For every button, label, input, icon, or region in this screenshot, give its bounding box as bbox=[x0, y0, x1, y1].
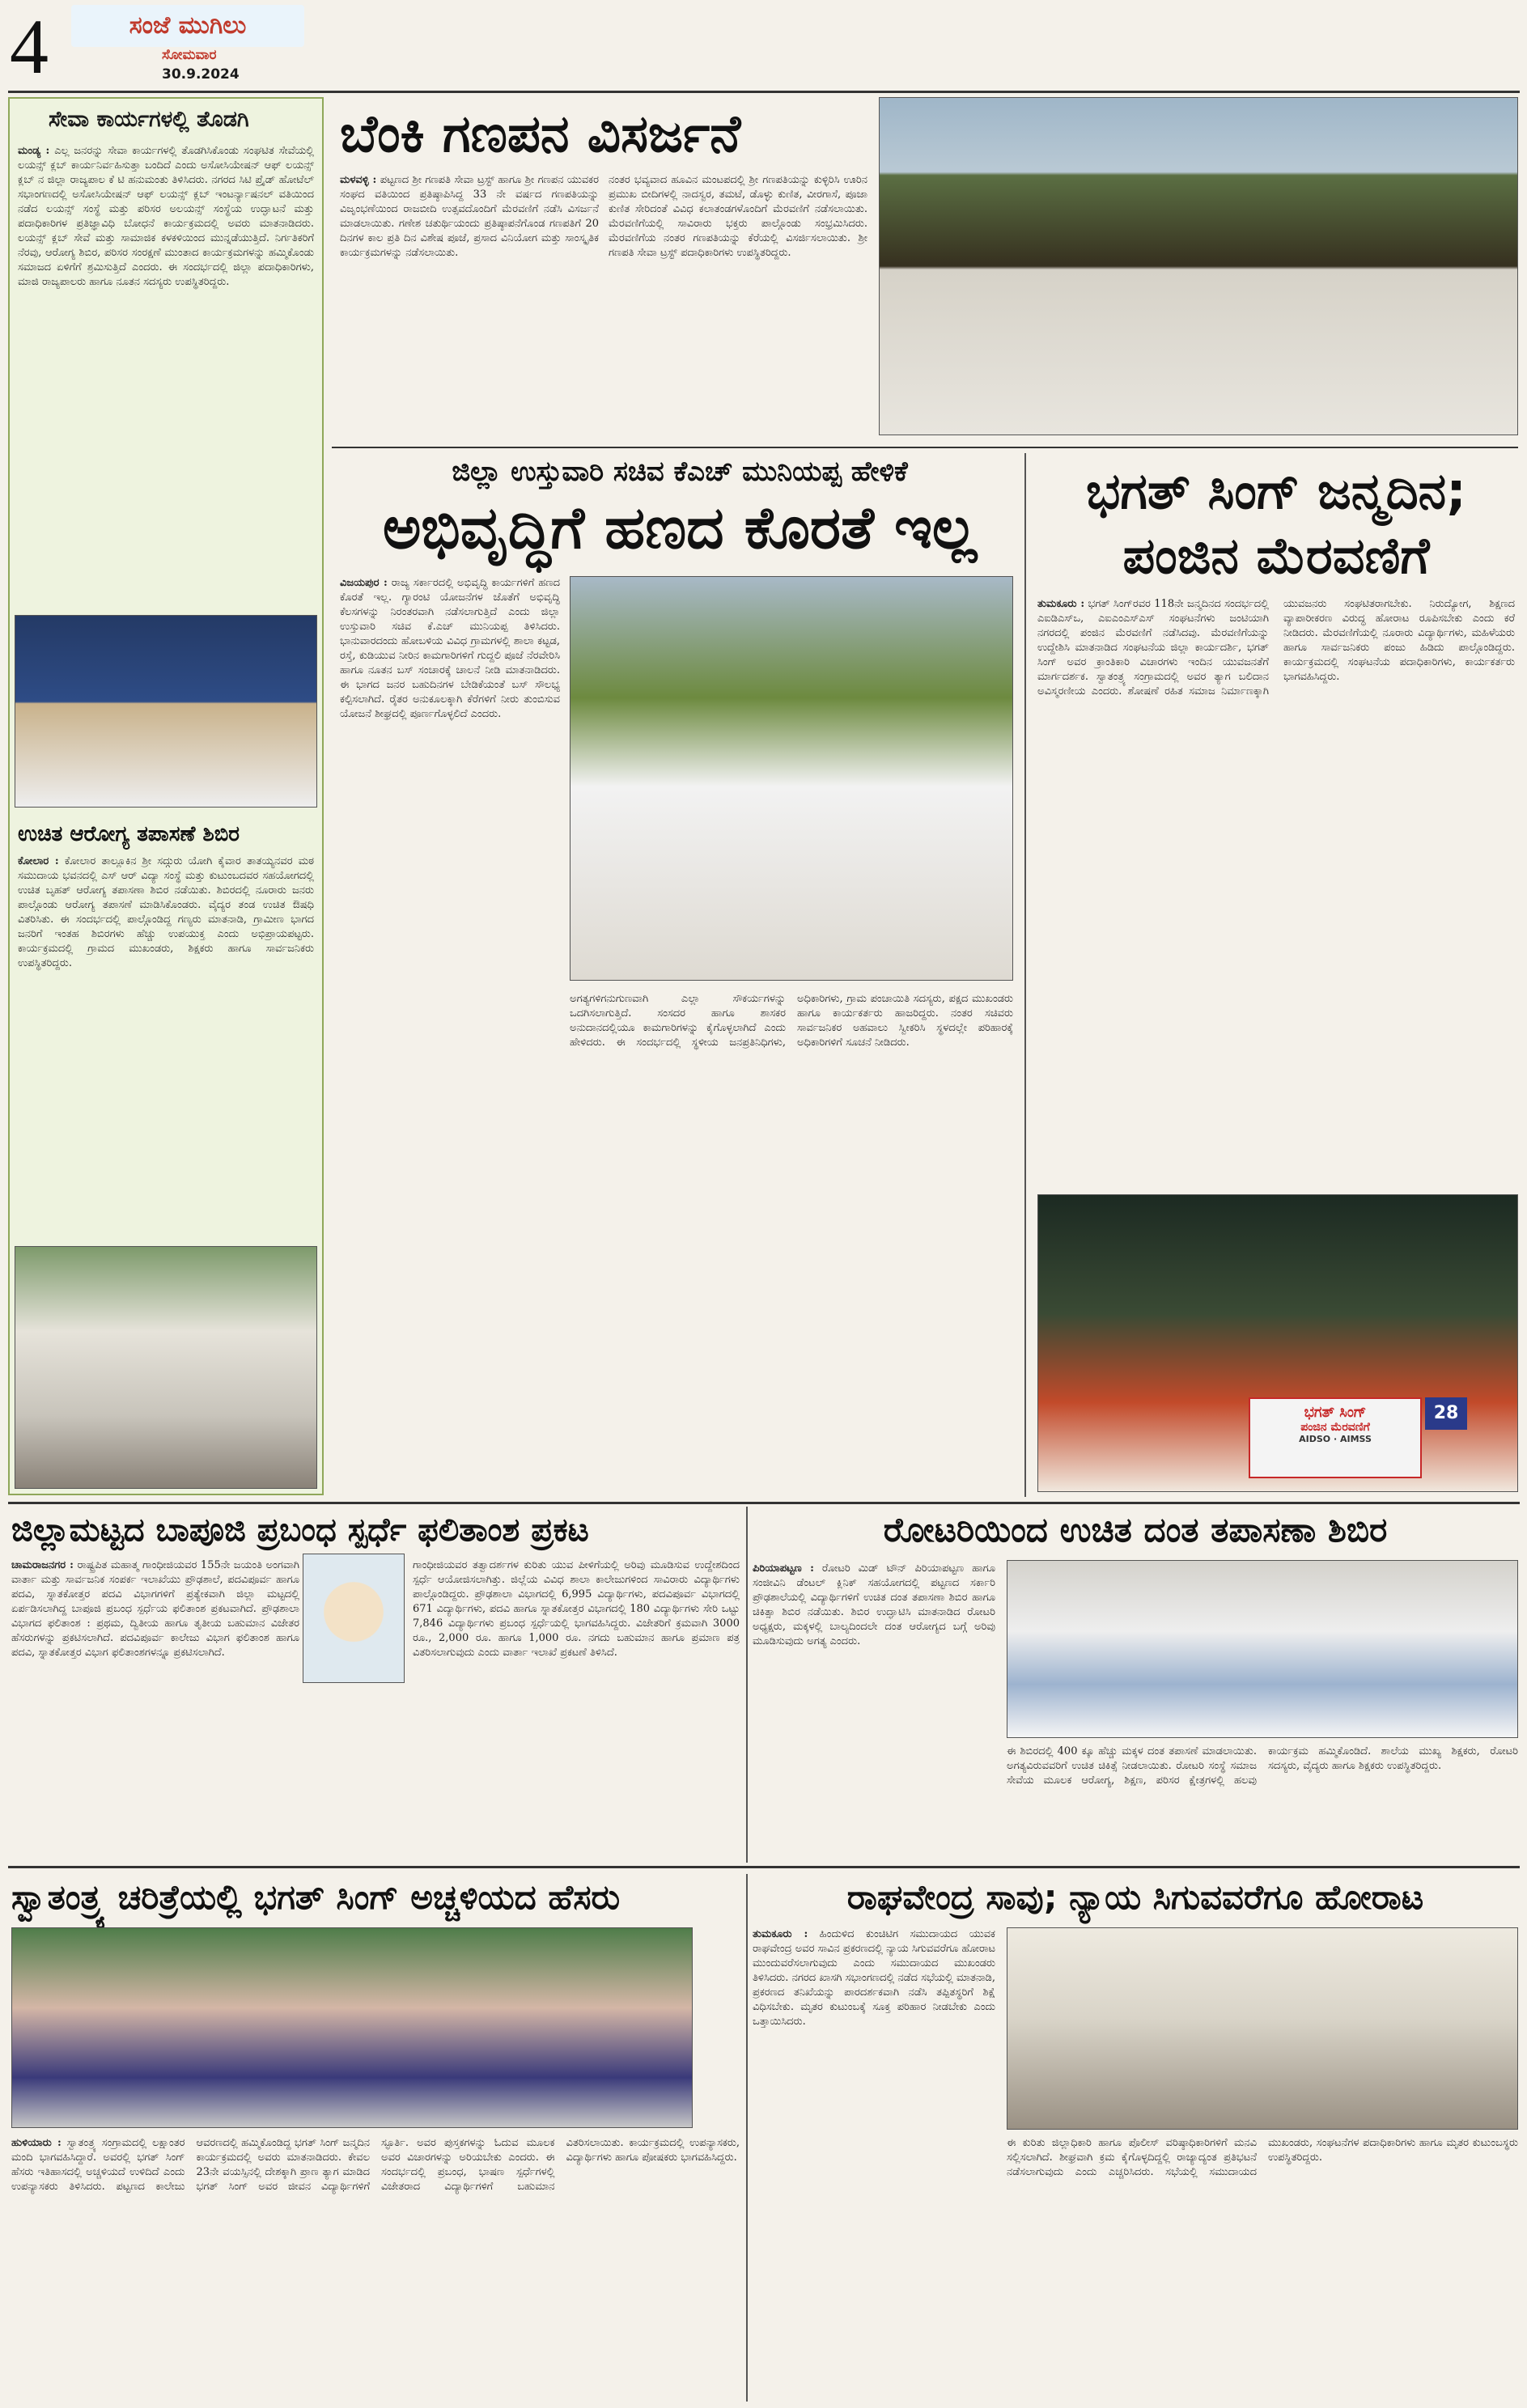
rotary-text-2: ಈ ಶಿಬಿರದಲ್ಲಿ 400 ಕ್ಕೂ ಹೆಚ್ಚು ಮಕ್ಕಳ ದಂತ ತಪಾಸಣೆ ಮಾಡಲಾಯಿತು. ಅಗತ್ಯವಿರುವವರಿಗೆ ಉಚಿತ ಚಿಕಿತ್ಸೆ ನೀಡಲಾಯಿತು. ರೋಟರಿ ಸಂಸ್ಥೆ ಸಮಾಜ ಸೇವೆಯ ಮೂಲಕ ಆರೋಗ್ಯ, ಶಿಕ್ಷಣ, ಪರಿಸರ ಕ್ಷೇತ್ರಗಳಲ್ಲಿ ಹಲವು ಕಾರ್ಯಕ್ರಮ ಹಮ್ಮಿಕೊಂಡಿದೆ. ಶಾಲೆಯ ಮುಖ್ಯ ಶಿಕ್ಷಕರು, ರೋಟರಿ ಸದಸ್ಯರು, ವೈದ್ಯರು ಹಾಗೂ ಶಿಕ್ಷಕರು ಉಪಸ್ಥಿತರಿದ್ದರು. bbox=[1007, 1745, 1518, 1787]
rule-lower-page bbox=[8, 1866, 1520, 1868]
ganesha-headline: ಬೆಂಕಿ ಗಣಪನ ವಿಸರ್ಜನೆ bbox=[340, 104, 741, 164]
meeting-photo bbox=[1007, 1927, 1518, 2130]
rule-mid-page bbox=[8, 1502, 1520, 1504]
raghavendra-text-2: ಈ ಕುರಿತು ಜಿಲ್ಲಾಧಿಕಾರಿ ಹಾಗೂ ಪೊಲೀಸ್ ವರಿಷ್ಠಾಧಿಕಾರಿಗಳಿಗೆ ಮನವಿ ಸಲ್ಲಿಸಲಾಗಿದೆ. ಶೀಘ್ರವಾಗಿ ಕ್ರಮ ಕೈಗೊಳ್ಳದಿದ್ದಲ್ಲಿ ರಾಜ್ಯಾದ್ಯಂತ ಪ್ರತಿಭಟನೆ ನಡೆಸಲಾಗುವುದು ಎಂದು ಎಚ್ಚರಿಸಿದರು. ಸಭೆಯಲ್ಲಿ ಸಮುದಾಯದ ಮುಖಂಡರು, ಸಂಘಟನೆಗಳ ಪದಾಧಿಕಾರಿಗಳು ಹಾಗೂ ಮೃತರ ಕುಟುಂಬಸ್ಥರು ಉಪಸ್ಥಿತರಿದ್ದರು. bbox=[1007, 2137, 1518, 2178]
bhagat-dateline: ತುಮಕೂರು : bbox=[1037, 598, 1085, 610]
minister-body-col2 bbox=[570, 992, 1013, 1490]
column-divider bbox=[1024, 453, 1026, 1497]
rule-after-ganesha bbox=[332, 447, 1518, 448]
torch-rally-photo bbox=[1037, 1194, 1518, 1492]
ganesha-body-col2 bbox=[609, 173, 867, 445]
issue-date: 30.9.2024 bbox=[162, 66, 240, 83]
bapuji-text-1: ರಾಷ್ಟ್ರಪಿತ ಮಹಾತ್ಮ ಗಾಂಧೀಜಿಯವರ 155ನೇ ಜಯಂತಿ ಅಂಗವಾಗಿ ವಾರ್ತಾ ಮತ್ತು ಸಾರ್ವಜನಿಕ ಸಂಪರ್ಕ ಇಲಾಖೆಯು ಪ್ರೌಢಶಾಲೆ, ಪದವಿಪೂರ್ವ ಹಾಗೂ ಪದವಿ, ಸ್ನಾತಕೋತ್ತರ ಪದವಿ ವಿಭಾಗಗಳಿಗೆ ಪ್ರತ್ಯೇಕವಾಗಿ ಜಿಲ್ಲಾ ಮಟ್ಟದಲ್ಲಿ ಏರ್ಪಡಿಸಲಾಗಿದ್ದ ಬಾಪೂಜಿ ಪ್ರಬಂಧ ಸ್ಪರ್ಧೆಯ ಫಲಿತಾಂಶ ಪ್ರಕಟವಾಗಿದೆ. ಪ್ರೌಢಶಾಲಾ ವಿಭಾಗದ ಫಲಿತಾಂಶ : ಪ್ರಥಮ, ದ್ವಿತೀಯ ಹಾಗೂ ತೃತೀಯ ಬಹುಮಾನ ವಿಜೇತರ ಹೆಸರುಗಳನ್ನು ಪ್ರಕಟಿಸಲಾಗಿದೆ. ಪದವಿಪೂರ್ವ ಕಾಲೇಜು ವಿಭಾಗ ಫಲಿತಾಂಶ ಹಾಗೂ ಪದವಿ, ಸ್ನಾತಕೋತ್ತರ ವಿಭಾಗ ಫಲಿತಾಂಶಗಳನ್ನೂ ಪ್ರಕಟಿಸಲಾಗಿದೆ. bbox=[11, 1559, 299, 1659]
ganesha-dateline: ಮಳವಳ್ಳಿ : bbox=[340, 174, 377, 186]
page-number: 4 bbox=[10, 3, 49, 90]
rotary-text-1: ರೋಟರಿ ಮಿಡ್ ಟೌನ್ ಪಿರಿಯಾಪಟ್ಟಣ ಹಾಗೂ ಸಂಜೀವಿನಿ ಡೆಂಟಲ್ ಕ್ಲಿನಿಕ್ ಸಹಯೋಗದಲ್ಲಿ ಪಟ್ಟಣದ ಸರ್ಕಾರಿ ಪ್ರೌಢಶಾಲೆಯಲ್ಲಿ ವಿದ್ಯಾರ್ಥಿಗಳಿಗೆ ಉಚಿತ ದಂತ ತಪಾಸಣಾ ಶಿಬಿರ ಹಾಗೂ ಚಿಕಿತ್ಸಾ ಶಿಬಿರ ನಡೆಯಿತು. ಶಿಬಿರ ಉದ್ಘಾಟಿಸಿ ಮಾತನಾಡಿದ ರೋಟರಿ ಅಧ್ಯಕ್ಷರು, ಮಕ್ಕಳಲ್ಲಿ ಬಾಲ್ಯದಿಂದಲೇ ದಂತ ಆರೋಗ್ಯದ ಬಗ್ಗೆ ಅರಿವು ಮೂಡಿಸುವುದು ಅಗತ್ಯ ಎಂದರು. bbox=[753, 1562, 995, 1647]
minister-headline: ಅಭಿವೃದ್ಧಿಗೆ ಹಣದ ಕೊರತೆ ಇಲ್ಲ bbox=[382, 494, 978, 562]
header-rule bbox=[8, 91, 1520, 93]
gandhi-portrait bbox=[303, 1554, 405, 1683]
minister-body-col1 bbox=[340, 576, 560, 1490]
bapuji-body-col2 bbox=[413, 1558, 740, 1859]
raghavendra-body-col2 bbox=[1007, 2136, 1518, 2400]
rotary-headline: ರೋಟರಿಯಿಂದ ಉಚಿತ ದಂತ ತಪಾಸಣಾ ಶಿಬಿರ bbox=[883, 1510, 1388, 1550]
bapuji-text-2: ಗಾಂಧೀಜಿಯವರ ತತ್ವಾದರ್ಶಗಳ ಕುರಿತು ಯುವ ಪೀಳಿಗೆಯಲ್ಲಿ ಅರಿವು ಮೂಡಿಸುವ ಉದ್ದೇಶದಿಂದ ಸ್ಪರ್ಧೆ ಆಯೋಜಿಸಲಾಗಿತ್ತು. ಜಿಲ್ಲೆಯ ವಿವಿಧ ಶಾಲಾ ಕಾಲೇಜುಗಳಿಂದ ಸಾವಿರಾರು ವಿದ್ಯಾರ್ಥಿಗಳು ಪಾಲ್ಗೊಂಡಿದ್ದರು. ಪ್ರೌಢಶಾಲಾ ವಿಭಾಗದಲ್ಲಿ 6,995 ವಿದ್ಯಾರ್ಥಿಗಳು, ಪದವಿಪೂರ್ವ ವಿಭಾಗದಲ್ಲಿ 671 ವಿದ್ಯಾರ್ಥಿಗಳು, ಪದವಿ ಹಾಗೂ ಸ್ನಾತಕೋತ್ತರ ವಿಭಾಗದಲ್ಲಿ 180 ವಿದ್ಯಾರ್ಥಿಗಳು ಸೇರಿ ಒಟ್ಟು 7,846 ವಿದ್ಯಾರ್ಥಿಗಳು ಪ್ರಬಂಧ ಸ್ಪರ್ಧೆಯಲ್ಲಿ ಭಾಗವಹಿಸಿದ್ದರು. ವಿಜೇತರಿಗೆ ಕ್ರಮವಾಗಿ 3000 ರೂ., 2,000 ರೂ. ಹಾಗೂ 1,000 ರೂ. ನಗದು ಬಹುಮಾನ ಹಾಗೂ ಪ್ರಮಾಣ ಪತ್ರ ವಿತರಿಸಲಾಗುವುದು ಎಂದು ವಾರ್ತಾ ಇಲಾಖೆ ಪ್ರಕಟಣೆ ತಿಳಿಸಿದೆ. bbox=[413, 1559, 740, 1659]
freedom-headline: ಸ್ವಾತಂತ್ರ್ಯ ಚರಿತ್ರೆಯಲ್ಲಿ ಭಗತ್ ಸಿಂಗ್ ಅಚ್ಚಳಿಯದ ಹೆಸರು bbox=[11, 1877, 621, 1917]
bhagat-headline-line2: ಪಂಜಿನ ಮೆರವಣಿಗೆ bbox=[1122, 526, 1430, 585]
bapuji-headline: ಜಿಲ್ಲಾಮಟ್ಟದ ಬಾಪೂಜಿ ಪ್ರಬಂಧ ಸ್ಪರ್ಧೆ ಫಲಿತಾಂಶ ಪ್ರಕಟ bbox=[11, 1511, 589, 1549]
banner-org: AIDSO · AIMSS bbox=[1299, 1434, 1372, 1444]
sidebar-mid-body bbox=[18, 854, 314, 1232]
issue-day: ಸೋಮವಾರ bbox=[162, 47, 217, 63]
lions-club-photo bbox=[15, 615, 317, 808]
raghavendra-dateline: ತುಮಕೂರು : bbox=[753, 1928, 808, 1940]
sidebar-top-headline: ಸೇವಾ ಕಾರ್ಯಗಳಲ್ಲಿ ತೊಡಗಿ bbox=[49, 107, 249, 132]
bus-inauguration-photo bbox=[570, 576, 1013, 981]
dental-camp-photo bbox=[1007, 1560, 1518, 1738]
column-divider-bottom bbox=[746, 1874, 748, 2402]
rotary-dateline: ಪಿರಿಯಾಪಟ್ಟಣ : bbox=[753, 1562, 814, 1575]
health-camp-photo bbox=[15, 1246, 317, 1489]
freedom-text: ಸ್ವಾತಂತ್ರ್ಯ ಸಂಗ್ರಾಮದಲ್ಲಿ ಲಕ್ಷಾಂತರ ಮಂದಿ ಭಾಗವಹಿಸಿದ್ದಾರೆ. ಅವರಲ್ಲಿ ಭಗತ್ ಸಿಂಗ್ ಹೆಸರು ಇತಿಹಾಸದಲ್ಲಿ ಅಚ್ಚಳಿಯದೆ ಉಳಿದಿದೆ ಎಂದು ಉಪನ್ಯಾಸಕರು ತಿಳಿಸಿದರು. ಪಟ್ಟಣದ ಕಾಲೇಜು ಆವರಣದಲ್ಲಿ ಹಮ್ಮಿಕೊಂಡಿದ್ದ ಭಗತ್ ಸಿಂಗ್ ಜನ್ಮದಿನ ಕಾರ್ಯಕ್ರಮದಲ್ಲಿ ಅವರು ಮಾತನಾಡಿದರು. ಕೇವಲ 23ನೇ ವಯಸ್ಸಿನಲ್ಲಿ ದೇಶಕ್ಕಾಗಿ ಪ್ರಾಣ ತ್ಯಾಗ ಮಾಡಿದ ಭಗತ್ ಸಿಂಗ್ ಅವರ ಜೀವನ ವಿದ್ಯಾರ್ಥಿಗಳಿಗೆ ಸ್ಫೂರ್ತಿ. ಅವರ ಪುಸ್ತಕಗಳನ್ನು ಓದುವ ಮೂಲಕ ಅವರ ವಿಚಾರಗಳನ್ನು ಅರಿಯಬೇಕು ಎಂದರು. ಈ ಸಂದರ್ಭದಲ್ಲಿ ಪ್ರಬಂಧ, ಭಾಷಣ ಸ್ಪರ್ಧೆಗಳಲ್ಲಿ ವಿಜೇತರಾದ ವಿದ್ಯಾರ್ಥಿಗಳಿಗೆ ಬಹುಮಾನ ವಿತರಿಸಲಾಯಿತು. ಕಾರ್ಯಕ್ರಮದಲ್ಲಿ ಉಪನ್ಯಾಸಕರು, ವಿದ್ಯಾರ್ಥಿಗಳು ಹಾಗೂ ಪೋಷಕರು ಭಾಗವಹಿಸಿದ್ದರು. bbox=[11, 2137, 740, 2193]
bhagat-body bbox=[1037, 597, 1515, 1188]
ganesha-text-1: ಪಟ್ಟಣದ ಶ್ರೀ ಗಣಪತಿ ಸೇವಾ ಟ್ರಸ್ಟ್ ಹಾಗೂ ಶ್ರೀ ಗಣಪನ ಯುವಕರ ಸಂಘದ ವತಿಯಿಂದ ಪ್ರತಿಷ್ಠಾಪಿಸಿದ್ದ 33 ನೇ ವರ್ಷದ ಗಣಪತಿಯನ್ನು ವಿಜೃಂಭಣೆಯಿಂದ ರಾಜಬೀದಿ ಉತ್ಸವದೊಂದಿಗೆ ಮೆರವಣಿಗೆ ನಡೆಸಿ ವಿಸರ್ಜನೆ ಮಾಡಲಾಯಿತು. ಗಣೇಶ ಚತುರ್ಥಿಯಂದು ಪ್ರತಿಷ್ಠಾಪನೆಗೊಂಡ ಗಣಪತಿಗೆ 20 ದಿನಗಳ ಕಾಲ ಪ್ರತಿ ದಿನ ವಿಶೇಷ ಪೂಜೆ, ಪ್ರಸಾದ ವಿನಿಯೋಗ ಮತ್ತು ಸಾಂಸ್ಕೃತಿಕ ಕಾರ್ಯಕ್ರಮಗಳನ್ನು ನಡೆಸಲಾಯಿತು. bbox=[340, 174, 599, 259]
students-award-photo bbox=[11, 1927, 693, 2128]
minister-kicker: ಜಿಲ್ಲಾ ಉಸ್ತುವಾರಿ ಸಚಿವ ಕೆಎಚ್ ಮುನಿಯಪ್ಪ ಹೇಳಿಕೆ bbox=[452, 456, 908, 488]
raghavendra-headline: ರಾಘವೇಂದ್ರ ಸಾವು; ನ್ಯಾಯ ಸಿಗುವವರೆಗೂ ಹೋರಾಟ bbox=[846, 1877, 1424, 1917]
sidebar-top-body bbox=[18, 144, 314, 605]
bapuji-dateline: ಚಾಮರಾಜನಗರ : bbox=[11, 1559, 74, 1571]
rotary-body-col2 bbox=[1007, 1745, 1518, 1859]
banner-title: ಭಗತ್ ಸಿಂಗ್ bbox=[1304, 1404, 1367, 1421]
banner-subtitle: ಪಂಜಿನ ಮೆರವಣಿಗೆ bbox=[1300, 1421, 1370, 1434]
minister-dateline: ವಿಜಯಪುರ : bbox=[340, 577, 388, 589]
minister-text-2: ಅಗತ್ಯಗಳಿಗನುಗುಣವಾಗಿ ಎಲ್ಲಾ ಸೌಕರ್ಯಗಳನ್ನು ಒದಗಿಸಲಾಗುತ್ತಿದೆ. ಸಂಸದರ ಹಾಗೂ ಶಾಸಕರ ಅನುದಾನದಲ್ಲಿಯೂ ಕಾಮಗಾರಿಗಳನ್ನು ಕೈಗೊಳ್ಳಲಾಗಿದೆ ಎಂದು ಹೇಳಿದರು. ಈ ಸಂದರ್ಭದಲ್ಲಿ ಸ್ಥಳೀಯ ಜನಪ್ರತಿನಿಧಿಗಳು, ಅಧಿಕಾರಿಗಳು, ಗ್ರಾಮ ಪಂಚಾಯಿತಿ ಸದಸ್ಯರು, ಪಕ್ಷದ ಮುಖಂಡರು ಹಾಗೂ ಕಾರ್ಯಕರ್ತರು ಹಾಜರಿದ್ದರು. ನಂತರ ಸಚಿವರು ಸಾರ್ವಜನಿಕರ ಅಹವಾಲು ಸ್ವೀಕರಿಸಿ ಸ್ಥಳದಲ್ಲೇ ಪರಿಹಾರಕ್ಕೆ ಅಧಿಕಾರಿಗಳಿಗೆ ಸೂಚನೆ ನೀಡಿದರು. bbox=[570, 993, 1013, 1049]
column-divider-lower bbox=[746, 1507, 748, 1863]
rotary-body-col1 bbox=[753, 1562, 995, 1859]
sidebar-top-dateline: ಮಂಡ್ಯ : bbox=[18, 145, 50, 157]
raghavendra-text-1: ಹಿಂದುಳಿದ ಕುಂಚಿಟಿಗ ಸಮುದಾಯದ ಯುವಕ ರಾಘವೇಂದ್ರ ಅವರ ಸಾವಿನ ಪ್ರಕರಣದಲ್ಲಿ ನ್ಯಾಯ ಸಿಗುವವರೆಗೂ ಹೋರಾಟ ಮುಂದುವರೆಸಲಾಗುವುದು ಎಂದು ಸಮುದಾಯದ ಮುಖಂಡರು ತಿಳಿಸಿದರು. ನಗರದ ಖಾಸಗಿ ಸಭಾಂಗಣದಲ್ಲಿ ನಡೆದ ಸಭೆಯಲ್ಲಿ ಮಾತನಾಡಿ, ಪ್ರಕರಣದ ತನಿಖೆಯನ್ನು ಪಾರದರ್ಶಕವಾಗಿ ನಡೆಸಿ ತಪ್ಪಿತಸ್ಥರಿಗೆ ಶಿಕ್ಷೆ ವಿಧಿಸಬೇಕು. ಮೃತರ ಕುಟುಂಬಕ್ಕೆ ಸೂಕ್ತ ಪರಿಹಾರ ನೀಡಬೇಕು ಎಂದು ಒತ್ತಾಯಿಸಿದರು. bbox=[753, 1928, 995, 2028]
rally-banner bbox=[1249, 1397, 1422, 1478]
bhagat-headline-line1: ಭಗತ್ ಸಿಂಗ್ ಜನ್ಮದಿನ; bbox=[1086, 461, 1466, 520]
newspaper-masthead: ಸಂಜೆ ಮುಗಿಲು bbox=[71, 5, 304, 47]
sidebar-top-text: ಎಲ್ಲ ಜನರನ್ನು ಸೇವಾ ಕಾರ್ಯಗಳಲ್ಲಿ ತೊಡಗಿಸಿಕೊಂಡು ಸಂಘಟಿತ ಸೇವೆಯಲ್ಲಿ ಲಯನ್ಸ್ ಕ್ಲಬ್ ಕಾರ್ಯನಿರ್ವಹಿಸುತ್ತಾ ಬಂದಿದೆ ಎಂದು ಅಸೋಸಿಯೇಷನ್ ಆಫ್ ಲಯನ್ಸ್ ಕ್ಲಬ್ ನ ಜಿಲ್ಲಾ ರಾಜ್ಯಪಾಲ ಕೆ ಟಿ ಹನುಮಂತು ತಿಳಿಸಿದರು. ನಗರದ ಸಿಟಿ ಪ್ರೈಡ್ ಹೋಟೆಲ್ ಸಭಾಂಗಣದಲ್ಲಿ ಅಸೋಸಿಯೇಷನ್ ಆಫ್ ಲಯನ್ಸ್ ಕ್ಲಬ್ ಇಂಟರ್ನ್ಯಾಷನಲ್ ವತಿಯಿಂದ ನಡೆದ ಲಯನ್ಸ್ ಸಂಸ್ಥೆ ಮತ್ತು ಪರಿಸರ ಅಲಯನ್ಸ್ ಸಂಸ್ಥೆಯ ಉದ್ಘಾಟನೆ ಮತ್ತು ಪದಾಧಿಕಾರಿಗಳ ಪ್ರತಿಜ್ಞಾವಿಧಿ ಬೋಧನೆ ಕಾರ್ಯಕ್ರಮದಲ್ಲಿ ಅವರು ಮಾತನಾಡಿದರು. ಲಯನ್ಸ್ ಕ್ಲಬ್ ಸೇವೆ ಮತ್ತು ಸಾಮಾಜಿಕ ಕಳಕಳಿಯಿಂದ ಮುನ್ನಡೆಯುತ್ತಿದೆ. ನಿರ್ಗತಿಕರಿಗೆ ನೆರವು, ಆರೋಗ್ಯ ಶಿಬಿರ, ಪರಿಸರ ಸಂರಕ್ಷಣೆ ಮುಂತಾದ ಕಾರ್ಯಕ್ರಮಗಳನ್ನು ಹಮ್ಮಿಕೊಂಡು ಸಮಾಜದ ಏಳಿಗೆಗೆ ಶ್ರಮಿಸುತ್ತಿದೆ ಎಂದರು. ಈ ಸಂದರ್ಭದಲ್ಲಿ ಜಿಲ್ಲಾ ಪದಾಧಿಕಾರಿಗಳು, ಮಾಜಿ ರಾಜ್ಯಪಾಲರು ಹಾಗೂ ನೂತನ ಸದಸ್ಯರು ಉಪಸ್ಥಿತರಿದ್ದರು. bbox=[18, 145, 314, 288]
bhagat-text: ಭಗತ್ ಸಿಂಗ್‌ರವರ 118ನೇ ಜನ್ಮದಿನದ ಸಂದರ್ಭದಲ್ಲಿ ಎಐಡಿಎಸ್‌ಒ, ಎಐಎಂಎಸ್‌ಎಸ್ ಸಂಘಟನೆಗಳು ಜಂಟಿಯಾಗಿ ನಗರದಲ್ಲಿ ಪಂಜಿನ ಮೆರವಣಿಗೆ ನಡೆಸಿದವು. ಮೆರವಣಿಗೆಯನ್ನು ಉದ್ದೇಶಿಸಿ ಮಾತನಾಡಿದ ಸಂಘಟನೆಯ ಜಿಲ್ಲಾ ಕಾರ್ಯದರ್ಶಿ, ಭಗತ್ ಸಿಂಗ್ ಅವರ ಕ್ರಾಂತಿಕಾರಿ ವಿಚಾರಗಳು ಇಂದಿನ ಯುವಜನತೆಗೆ ಮಾರ್ಗದರ್ಶಕ. ಸ್ವಾತಂತ್ರ್ಯ ಸಂಗ್ರಾಮದಲ್ಲಿ ಅವರ ತ್ಯಾಗ ಬಲಿದಾನ ಅವಿಸ್ಮರಣೀಯ ಎಂದರು. ಶೋಷಣೆ ರಹಿತ ಸಮಾಜ ನಿರ್ಮಾಣಕ್ಕಾಗಿ ಯುವಜನರು ಸಂಘಟಿತರಾಗಬೇಕು. ನಿರುದ್ಯೋಗ, ಶಿಕ್ಷಣದ ವ್ಯಾಪಾರೀಕರಣ ವಿರುದ್ಧ ಹೋರಾಟ ರೂಪಿಸಬೇಕು ಎಂದು ಕರೆ ನೀಡಿದರು. ಮೆರವಣಿಗೆಯಲ್ಲಿ ನೂರಾರು ವಿದ್ಯಾರ್ಥಿಗಳು, ಮಹಿಳೆಯರು ಹಾಗೂ ಸಾರ್ವಜನಿಕರು ಪಂಜು ಹಿಡಿದು ಪಾಲ್ಗೊಂಡಿದ್ದರು. ಕಾರ್ಯಕ್ರಮದಲ್ಲಿ ಸಂಘಟನೆಯ ಪದಾಧಿಕಾರಿಗಳು, ಕಾರ್ಯಕರ್ತರು ಭಾಗವಹಿಸಿದ್ದರು. bbox=[1037, 598, 1515, 697]
freedom-body bbox=[11, 2136, 740, 2400]
raghavendra-body-col1 bbox=[753, 1927, 995, 2400]
bapuji-body-col1 bbox=[11, 1558, 299, 1859]
freedom-dateline: ಹುಳಿಯಾರು : bbox=[11, 2137, 62, 2149]
ganesha-body-col1 bbox=[340, 173, 599, 445]
sidebar-mid-text: ಕೋಲಾರ ತಾಲ್ಲೂಕಿನ ಶ್ರೀ ಸದ್ಗುರು ಯೋಗಿ ಕೈವಾರ ತಾತಯ್ಯನವರ ಮಠ ಸಮುದಾಯ ಭವನದಲ್ಲಿ ಎಸ್ ಆರ್ ವಿದ್ಯಾ ಸಂಸ್ಥೆ ಮತ್ತು ಕುಟುಂಬದವರ ಸಹಯೋಗದಲ್ಲಿ ಉಚಿತ ಬೃಹತ್ ಆರೋಗ್ಯ ತಪಾಸಣಾ ಶಿಬಿರ ನಡೆಯಿತು. ಶಿಬಿರದಲ್ಲಿ ನೂರಾರು ಜನರು ಪಾಲ್ಗೊಂಡು ಆರೋಗ್ಯ ತಪಾಸಣೆ ಮಾಡಿಸಿಕೊಂಡರು. ವೈದ್ಯರ ತಂಡ ಉಚಿತ ಔಷಧಿ ವಿತರಿಸಿತು. ಈ ಸಂದರ್ಭದಲ್ಲಿ ಪಾಲ್ಗೊಂಡಿದ್ದ ಗಣ್ಯರು ಮಾತನಾಡಿ, ಗ್ರಾಮೀಣ ಭಾಗದ ಜನರಿಗೆ ಇಂತಹ ಶಿಬಿರಗಳು ಹೆಚ್ಚು ಉಪಯುಕ್ತ ಎಂದು ಅಭಿಪ್ರಾಯಪಟ್ಟರು. ಕಾರ್ಯಕ್ರಮದಲ್ಲಿ ಗ್ರಾಮದ ಮುಖಂಡರು, ಶಿಕ್ಷಕರು ಹಾಗೂ ಸಾರ್ವಜನಿಕರು ಉಪಸ್ಥಿತರಿದ್ದರು. bbox=[18, 855, 314, 969]
banner-number: 28 bbox=[1425, 1397, 1467, 1430]
ganesha-procession-photo bbox=[879, 97, 1518, 435]
sidebar-mid-headline: ಉಚಿತ ಆರೋಗ್ಯ ತಪಾಸಣೆ ಶಿಬಿರ bbox=[18, 822, 240, 846]
sidebar-mid-dateline: ಕೋಲಾರ : bbox=[18, 855, 59, 867]
ganesha-text-2: ನಂತರ ಭವ್ಯವಾದ ಹೂವಿನ ಮಂಟಪದಲ್ಲಿ ಶ್ರೀ ಗಣಪತಿಯನ್ನು ಕುಳ್ಳಿರಿಸಿ ಊರಿನ ಪ್ರಮುಖ ಬೀದಿಗಳಲ್ಲಿ ನಾದಸ್ವರ, ತಮಟೆ, ಡೊಳ್ಳು ಕುಣಿತ, ವೀರಗಾಸೆ, ಪೂಜಾ ಕುಣಿತ ಸೇರಿದಂತೆ ವಿವಿಧ ಕಲಾತಂಡಗಳೊಂದಿಗೆ ಮೆರವಣಿಗೆ ನಡೆಸಲಾಯಿತು. ಮೆರವಣಿಗೆಯಲ್ಲಿ ಸಾವಿರಾರು ಭಕ್ತರು ಪಾಲ್ಗೊಂಡು ಸಂಭ್ರಮಿಸಿದರು. ಮೆರವಣಿಗೆಯ ನಂತರ ಗಣಪತಿಯನ್ನು ಕೆರೆಯಲ್ಲಿ ವಿಸರ್ಜಿಸಲಾಯಿತು. ಶ್ರೀ ಗಣಪತಿ ಸೇವಾ ಟ್ರಸ್ಟ್ ಪದಾಧಿಕಾರಿಗಳು ಉಪಸ್ಥಿತರಿದ್ದರು. bbox=[609, 174, 867, 259]
minister-text-1: ರಾಜ್ಯ ಸರ್ಕಾರದಲ್ಲಿ ಅಭಿವೃದ್ಧಿ ಕಾರ್ಯಗಳಿಗೆ ಹಣದ ಕೊರತೆ ಇಲ್ಲ. ಗ್ಯಾರಂಟಿ ಯೋಜನೆಗಳ ಜೊತೆಗೆ ಅಭಿವೃದ್ಧಿ ಕೆಲಸಗಳನ್ನು ನಿರಂತರವಾಗಿ ನಡೆಸಲಾಗುತ್ತಿದೆ ಎಂದು ಜಿಲ್ಲಾ ಉಸ್ತುವಾರಿ ಸಚಿವ ಕೆ.ಎಚ್ ಮುನಿಯಪ್ಪ ತಿಳಿಸಿದರು. ಭಾನುವಾರದಂದು ಹೋಬಳಿಯ ವಿವಿಧ ಗ್ರಾಮಗಳಲ್ಲಿ ಶಾಲಾ ಕಟ್ಟಡ, ರಸ್ತೆ, ಕುಡಿಯುವ ನೀರಿನ ಕಾಮಗಾರಿಗಳಿಗೆ ಗುದ್ದಲಿ ಪೂಜೆ ನೆರವೇರಿಸಿ ಹಾಗೂ ನೂತನ ಬಸ್ ಸಂಚಾರಕ್ಕೆ ಚಾಲನೆ ನೀಡಿ ಮಾತನಾಡಿದರು. ಈ ಭಾಗದ ಜನರ ಬಹುದಿನಗಳ ಬೇಡಿಕೆಯಂತೆ ಬಸ್ ಸೌಲಭ್ಯ ಕಲ್ಪಿಸಲಾಗಿದೆ. ರೈತರ ಅನುಕೂಲಕ್ಕಾಗಿ ಕೆರೆಗಳಿಗೆ ನೀರು ತುಂಬಿಸುವ ಯೋಜನೆ ಶೀಘ್ರದಲ್ಲಿ ಪೂರ್ಣಗೊಳ್ಳಲಿದೆ ಎಂದರು. bbox=[340, 577, 560, 720]
